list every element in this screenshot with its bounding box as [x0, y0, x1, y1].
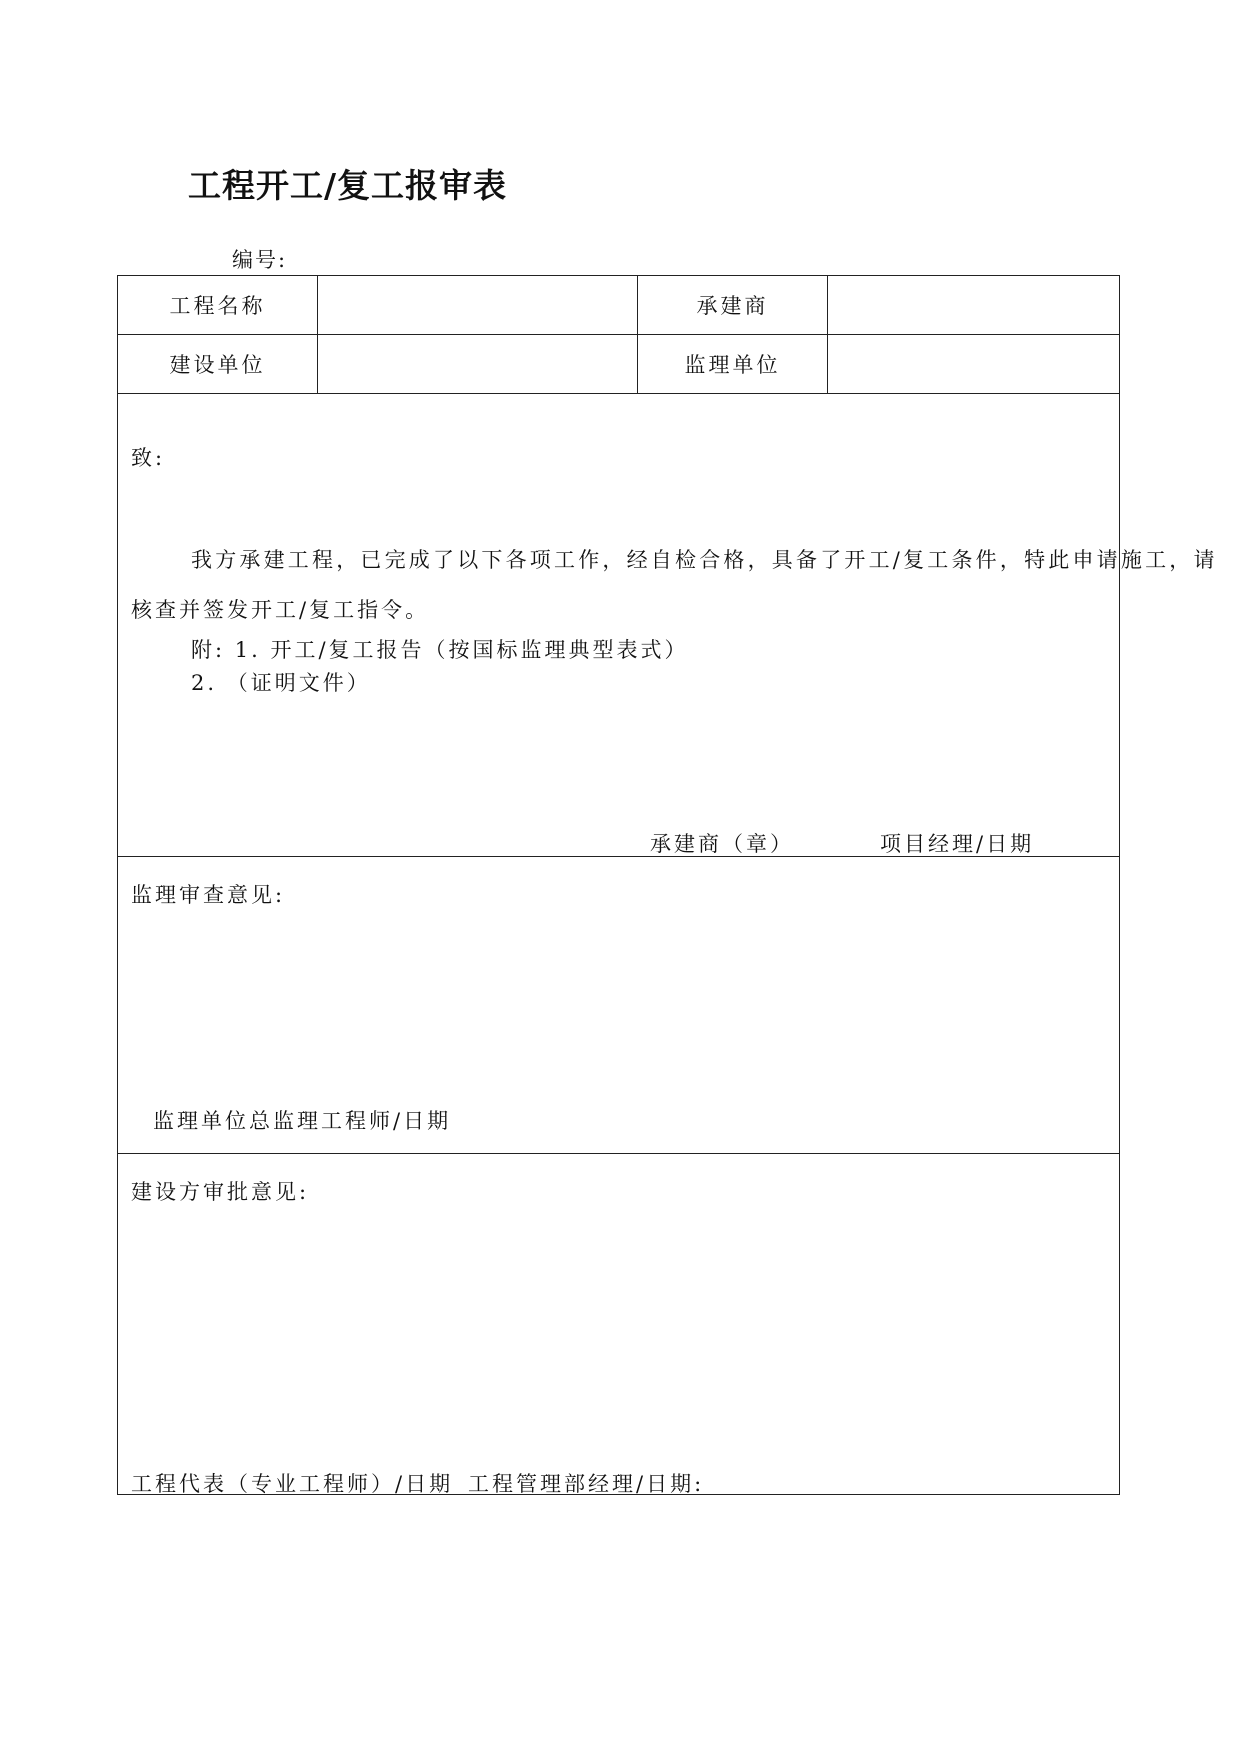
supervision-review-label: 监理审查意见: — [131, 883, 286, 907]
owner-field[interactable] — [318, 335, 638, 394]
document-title: 工程开工/复工报审表 — [188, 166, 508, 205]
supervision-review-section — [118, 857, 1119, 1153]
application-form-table — [117, 275, 1218, 1496]
project-manager-date-label: 项目经理/日期 — [880, 832, 1035, 856]
owner-approval-section — [118, 1154, 1119, 1494]
application-section — [118, 394, 1218, 856]
project-name-field[interactable] — [318, 276, 638, 335]
owner-approval-label: 建设方审批意见: — [131, 1180, 310, 1204]
supervisor-field[interactable] — [828, 335, 1120, 394]
application-paragraph-line1: 我方承建工程，已完成了以下各项工作，经自检合格，具备了开工/复工条件，特此申请施工，请 — [191, 548, 1218, 572]
supervision-review-cell[interactable] — [118, 857, 1120, 1154]
project-name-label: 工程名称 — [118, 276, 318, 335]
application-row — [118, 394, 1120, 857]
owner-approval-cell[interactable] — [118, 1154, 1120, 1495]
supervision-review-row — [118, 857, 1120, 1154]
attachment-item-1: 附: 1. 开工/复工报告（按国标监理典型表式） — [191, 638, 689, 662]
chief-supervisor-signature-label: 监理单位总监理工程师/日期 — [153, 1109, 452, 1133]
serial-number — [232, 244, 287, 274]
serial-number-label: 编号: — [232, 248, 288, 272]
engineering-rep-signature-label: 工程代表（专业工程师）/日期 — [131, 1472, 454, 1496]
header-row-1 — [118, 276, 1120, 335]
contractor-field[interactable] — [828, 276, 1120, 335]
supervisor-label: 监理单位 — [638, 335, 828, 394]
application-paragraph-line2: 核查并签发开工/复工指令。 — [131, 598, 430, 622]
owner-label: 建设单位 — [118, 335, 318, 394]
header-row-2 — [118, 335, 1120, 394]
attachment-item-2: 2. （证明文件） — [191, 671, 371, 695]
owner-approval-row — [118, 1154, 1120, 1495]
application-cell — [118, 394, 1218, 857]
contractor-seal-label: 承建商（章） — [650, 832, 794, 856]
contractor-label: 承建商 — [638, 276, 828, 335]
engineering-manager-signature-label: 工程管理部经理/日期: — [468, 1472, 705, 1496]
addressee-label: 致: — [131, 446, 166, 470]
